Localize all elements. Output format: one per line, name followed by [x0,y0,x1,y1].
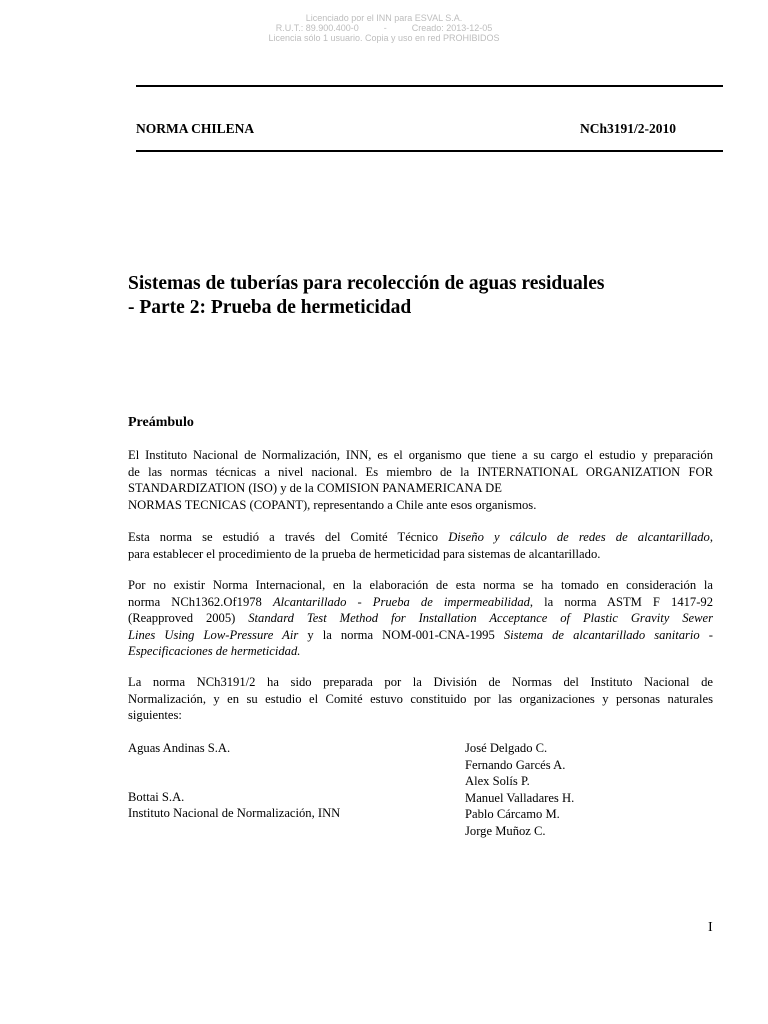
p4-line-1: La norma NCh3191/2 ha sido preparada por la División de Normas del Instituto Nacional de [128,675,713,689]
title-line-1: Sistemas de tuberías para recolección de aguas residuales [128,273,605,294]
header-norm-label: NORMA CHILENA [136,121,255,136]
p3-line-4 [128,627,713,644]
person-item: Manuel Valladares H. [465,790,575,805]
watermark-line-1: Licenciado por el INN para ESVAL S.A. [305,13,463,23]
p4-line-3: siguientes: [128,708,182,722]
header-norm-code: NCh3191/2-2010 [580,121,677,136]
person-item: Pablo Cárcamo M. [465,807,560,821]
p2-text: Esta norma se estudió a través del Comité Técnico [128,530,449,544]
paragraph-inn [128,447,713,513]
p1-line-2: de las normas técnicas a nivel nacional. Es miembro de la INTERNATIONAL ORGANIZATION FOR [128,464,713,479]
watermark-line-2: R.U.T.: 89.900.400-0 - Creado: 2013-12-05 [275,23,493,33]
p3-ref-nch-title: Alcantarillado - Prueba de impermeabilidad [272,594,530,609]
p1-line-4: NORMAS TECNICAS (COPANT), representando a Chile ante esos organismos. [128,497,537,512]
license-watermark [0,13,768,43]
header-top-rule [136,85,723,87]
document-title [128,272,728,320]
organization-item: Instituto Nacional de Normalización, INN [128,806,341,820]
p3-line-5 [128,643,713,660]
p4-line-2: Normalización, y en su estudio el Comité estuvo constituido por las organizaciones y personas naturales [128,691,713,706]
organization-item: Bottai S.A. [128,790,185,804]
p2-committee-name: Diseño y cálculo de redes de alcantarillado [448,530,710,544]
p3-line-1: Por no existir Norma Internacional, en la elaboración de esta norma se ha tomado en consideración la [128,578,713,592]
p3-nom-title-cont: Especificaciones de hermeticidad. [128,644,301,658]
p2-line-1 [128,529,713,546]
paragraph-references [128,577,713,660]
p3-ref-nom: y la norma NOM-001-CNA-1995 [298,627,504,642]
p3-astm-title-cont: Lines Using Low-Pressure Air [128,627,299,642]
person-item: Alex Solís P. [465,774,530,788]
p3-astm-title: Standard Test Method for Installation Acceptance of Plastic Gravity Sewer [248,611,713,625]
page-number: I [708,920,713,935]
people-list [465,740,574,839]
person-item: Fernando Garcés A. [465,757,566,772]
p3-line-3 [128,610,713,627]
p2-line-2: para establecer el procedimiento de la prueba de hermeticidad para sistemas de alcantarillado. [128,546,601,561]
header-bottom-rule [136,150,723,152]
p3-reapproved: (Reapproved 2005) [128,611,249,625]
person-item: José Delgado C. [465,741,548,755]
p3-ref-astm: , la norma ASTM F 1417-92 [529,594,713,609]
p1-line-3: STANDARDIZATION (ISO) y de la COMISION PANAMERICANA DE [128,481,502,495]
p1-line-1: El Instituto Nacional de Normalización, INN, es el organismo que tiene a su cargo el estudio y preparación [128,448,713,462]
organization-item: Aguas Andinas S.A. [128,741,231,755]
paragraph-committee [128,529,713,562]
p3-ref-nch: norma NCh1362.Of1978 [128,594,273,609]
title-line-2: - Parte 2: Prueba de hermeticidad [128,297,412,318]
preamble-heading: Preámbulo [128,415,194,430]
watermark-line-3: Licencia sólo 1 usuario. Copia y uso en red PROHIBIDOS [268,33,500,43]
paragraph-preparation [128,674,713,724]
p2-comma: , [709,530,713,544]
p3-line-2 [128,594,713,611]
person-item: Jorge Muñoz C. [465,823,546,838]
p3-nom-title: Sistema de alcantarillado sanitario - [503,627,714,642]
